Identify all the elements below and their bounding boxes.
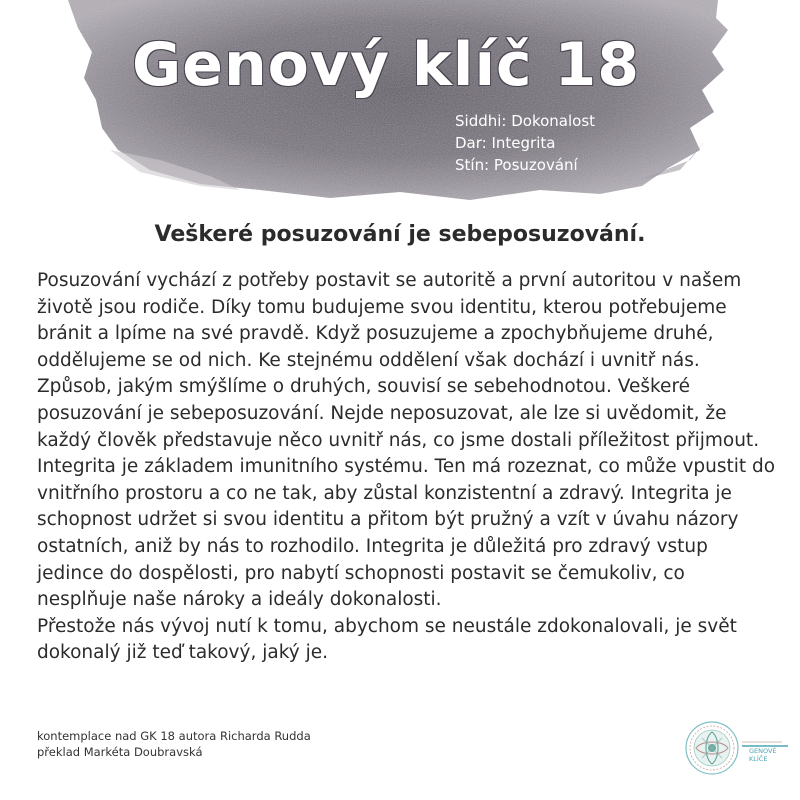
paragraph: Přestože nás vývoj nutí k tomu, abychom se neustále zdokonalovali, je svět dokonalý již teď takový, jaký je. xyxy=(37,615,737,664)
siddhi-label: Siddhi: Dokonalost xyxy=(455,112,596,130)
shadow-label: Stín: Posuzování xyxy=(455,156,578,174)
page-title: Genový klíč 18 xyxy=(132,30,640,100)
credits-author: kontemplace nad GK 18 autora Richarda Rudda xyxy=(37,729,311,743)
headline: Veškeré posuzování je sebeposuzování. xyxy=(154,222,646,247)
key-attributes xyxy=(455,110,595,176)
logo-line-2: KLÍČE xyxy=(749,755,768,763)
credits-translator: překlad Markéta Doubravská xyxy=(37,745,203,759)
logo-line-1: GENOVÉ xyxy=(749,747,777,755)
gift-label: Dar: Integrita xyxy=(455,134,556,152)
credits xyxy=(37,728,311,760)
header-banner xyxy=(0,0,800,205)
logo-wordmark xyxy=(749,747,789,763)
paragraph: Posuzování vychází z potřeby postavit se autoritě a první autoritou v našem životě jsou rodiče. Díky tomu budujeme svou identitu, kterou potřebujeme bránit a lpíme na své pravdě. Když posuzujeme a zpochybňujeme druhé, oddělujeme se od nich. Ke stejnému oddělení však dochází i uvnitř nás. Způsob, jakým smýšlíme o druhých, souvisí se sebehodnotou. Veškeré posuzování je sebeposuzování. Nejde neposuzovat, ale lze si uvědomit, že každý člověk představuje něco uvnitř nás, co jsme dostali příležitost přijmout. xyxy=(37,270,760,451)
paragraph: Integrita je základem imunitního systému. Ten má rozeznat, co může vpustit do vnitřního prostoru a co ne tak, aby zůstal konzistentní a zdravý. Integrita je schopnost udržet si svou identitu a přitom být pružný a vzít v úvahu názory ostatních, aniž by nás to rozhodilo. Integrita je důležitá pro zdravý vstup jedince do dospělosti, pro nabytí schopnosti postavit se čemukoliv, co nesplňuje naše nároky a ideály dokonalosti. xyxy=(37,456,776,611)
body-text xyxy=(37,268,779,667)
